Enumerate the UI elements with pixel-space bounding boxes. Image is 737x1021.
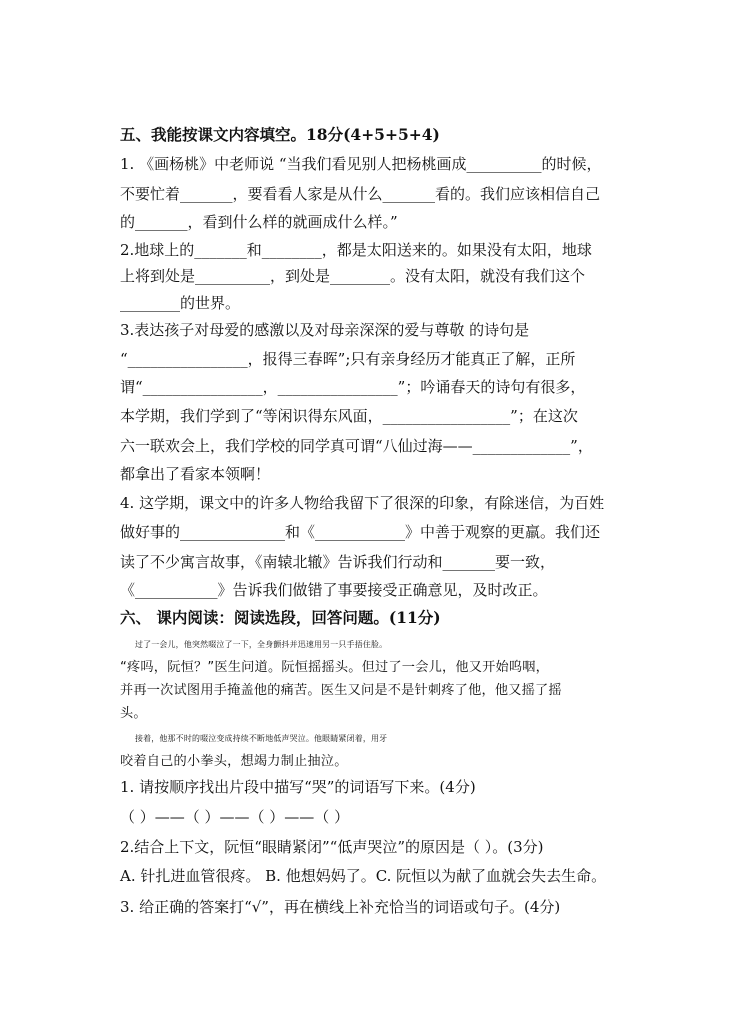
section5-line: “________________，报得三春晖”;只有亲身经历才能真正了解，正所 (120, 350, 576, 368)
question-1: 1. 请按顺序找出片段中描写“哭”的词语写下来。(4分) (120, 778, 476, 796)
section5-line: 1. 《画杨桃》中老师说 “当我们看见别人把杨桃画成__________的时候， (120, 155, 602, 173)
passage-line: 过了一会儿，他突然啜泣了一下，全身颤抖并迅速用另一只手捂住脸。 (135, 640, 388, 649)
passage-line: 接着，他那不时的啜泣变成持续不断地低声哭泣。他眼睛紧闭着，用牙 (135, 734, 388, 743)
section5-line: 做好事的______________和《____________》中善于观察的更羸。我们还 (120, 523, 601, 541)
section5-heading: 五、我能按课文内容填空。18分(4+5+5+4) (120, 125, 440, 144)
question-2: 2.结合上下文，阮恒“眼睛紧闭”“低声哭泣”的原因是（ ）。(3分) (120, 838, 544, 856)
section5-line: 六一联欢会上，我们学校的同学真可谓“八仙过海——_____________”， (120, 437, 593, 455)
section5-line: 谓“________________，________________”；吟诵春天的诗句有很多， (120, 378, 586, 396)
section5-line: 4. 这学期，课文中的许多人物给我留下了很深的印象，有除迷信，为百姓 (120, 494, 605, 512)
section5-line: 读了不少寓言故事，《南辕北辙》告诉我们行动和_______要一致， (120, 553, 556, 571)
section6-heading: 六、 课内阅读：阅读选段，回答问题。(11分) (120, 608, 441, 627)
section5-line: 上将到处是__________，到处是________。没有太阳，就没有我们这个 (120, 267, 586, 285)
question-1-answer-blanks: （ ）——（ ）——（ ）——（ ） (120, 808, 350, 826)
passage-line: 头。 (120, 706, 147, 721)
question-3: 3. 给正确的答案打“√”，再在横线上补充恰当的词语或句子。(4分) (120, 898, 561, 916)
section5-line: 都拿出了看家本领啊！ (120, 465, 271, 483)
section5-line: 本学期，我们学到了“等闲识得东风面，_________________”；在这次 (120, 407, 578, 425)
section5-line: 的_______，看到什么样的就画成什么样。” (120, 213, 398, 231)
section5-line: 2.地球上的_______和________，都是太阳送来的。如果没有太阳，地球 (120, 241, 592, 259)
section5-line: 不要忙着_______，要看看人家是从什么_______看的。我们应该相信自己 (120, 185, 601, 203)
passage-line: “疼吗，阮恒？”医生问道。阮恒摇摇头。但过了一会儿，他又开始呜咽， (120, 660, 550, 675)
section5-line: 《___________》告诉我们做错了事要接受正确意见，及时改正。 (120, 581, 548, 599)
passage-line: 并再一次试图用手掩盖他的痛苦。医生又问是不是针刺疼了他，他又摇了摇 (120, 683, 562, 698)
passage-line: 咬着自己的小拳头，想竭力制止抽泣。 (120, 754, 348, 769)
section5-line: ________的世界。 (120, 294, 241, 312)
question-2-options: A. 针扎进血管很疼。 B. 他想妈妈了。C. 阮恒以为献了血就会失去生命。 (120, 867, 607, 885)
section5-line: 3.表达孩子对母爱的感激以及对母亲深深的爱与尊敬 的诗句是 (120, 321, 530, 339)
